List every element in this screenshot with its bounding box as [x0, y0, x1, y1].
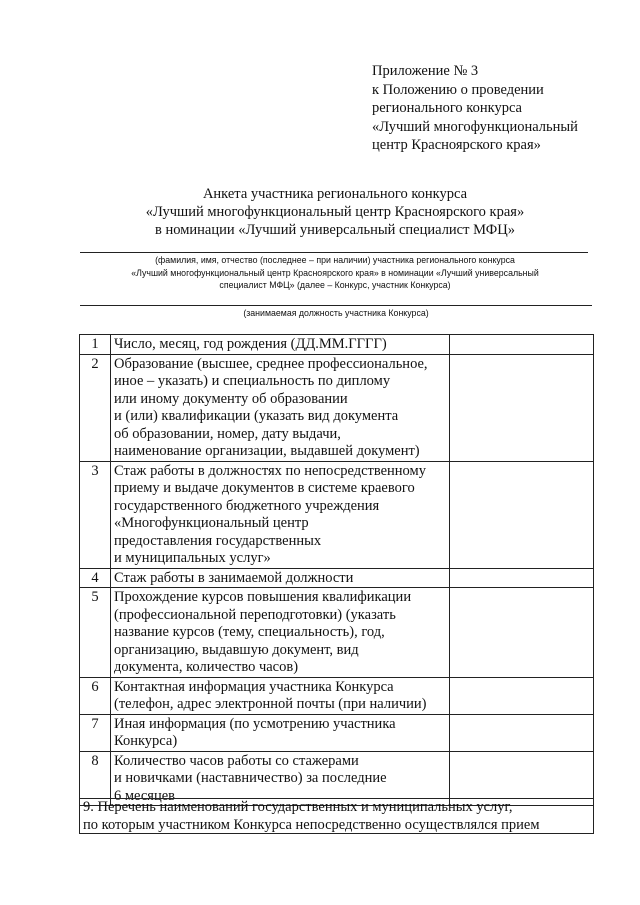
- row-question-line: Прохождение курсов повышения квалификации: [114, 589, 412, 605]
- row-question: [111, 588, 450, 678]
- row-question-line: Стаж работы в занимаемой должности: [114, 569, 354, 586]
- row-question-line: организацию, выдавшую документ, вид: [114, 641, 359, 658]
- row-question-line: Стаж работы в должностях по непосредственному: [114, 462, 426, 479]
- row-question-line: Иная информация (по усмотрению участника: [114, 715, 396, 732]
- table-row: [80, 354, 594, 461]
- annex-line: к Положению о проведении: [372, 81, 544, 98]
- table-row: [80, 588, 594, 678]
- row-answer-cell[interactable]: [450, 568, 594, 588]
- row-answer-cell[interactable]: [450, 354, 594, 461]
- row-question-line: (профессиональной переподготовки) (указать: [114, 606, 396, 623]
- row-number: 8: [80, 751, 111, 806]
- row-question-line: иное – указать) и специальность по диплому: [114, 373, 391, 389]
- row-question-line: и (или) квалификации (указать вид документа: [114, 408, 399, 424]
- row-question: [111, 461, 450, 568]
- row-number: 1: [80, 335, 111, 355]
- table-row: [80, 461, 594, 568]
- row-question-line: название курсов (тему, специальность), год,: [114, 624, 385, 640]
- row-number: 3: [80, 461, 111, 568]
- form-title-line: «Лучший многофункциональный центр Красноярского края»: [145, 204, 525, 220]
- row-question-line: предоставления государственных: [114, 532, 322, 549]
- table-row-9: [79, 798, 594, 834]
- row-question-line: и новичками (наставничество) за последние: [114, 770, 387, 786]
- fio-caption-line: «Лучший многофункциональный центр Красноярского края» в номинации «Лучший универсальный: [131, 267, 539, 278]
- row-question: [111, 335, 450, 355]
- form-title-line: Анкета участника регионального конкурса: [202, 186, 468, 202]
- row-question-line: «Многофункциональный центр: [114, 515, 309, 531]
- annex-line: Приложение № 3: [372, 63, 479, 79]
- row-question-line: и муниципальных услуг»: [114, 550, 271, 566]
- row-number: 7: [80, 714, 111, 751]
- row-question: [111, 677, 450, 714]
- annex-line: «Лучший многофункциональный: [372, 118, 578, 135]
- row-number: 6: [80, 677, 111, 714]
- row-number: 4: [80, 568, 111, 588]
- table-row: [80, 714, 594, 751]
- table-row: [80, 677, 594, 714]
- row9-line: по которым участником Конкурса непосредственно осуществлялся прием: [83, 816, 540, 833]
- fio-caption: [90, 254, 580, 292]
- fio-fill-line[interactable]: [80, 252, 588, 253]
- row-question-line: Контактная информация участника Конкурса: [114, 678, 394, 695]
- row-number: 2: [80, 354, 111, 461]
- row-question-line: государственного бюджетного учреждения: [114, 497, 380, 514]
- row-question-line: документа, количество часов): [114, 659, 299, 675]
- annex-line: центр Красноярского края»: [372, 137, 541, 153]
- form-title-line: в номинации «Лучший универсальный специалист МФЦ»: [155, 222, 515, 238]
- row-question: [111, 354, 450, 461]
- row-question-line: 6 месяцев: [114, 787, 175, 804]
- form-title: [80, 185, 590, 239]
- table-row: [80, 568, 594, 588]
- row-question-line: приему и выдаче документов в системе краевого: [114, 480, 415, 496]
- row-number: 5: [80, 588, 111, 678]
- row9-divider: [79, 833, 593, 834]
- row9-line: 9. Перечень наименований государственных и муниципальных услуг,: [83, 799, 513, 815]
- row-answer-cell[interactable]: [450, 714, 594, 751]
- position-fill-line[interactable]: [80, 305, 592, 306]
- fio-caption-line: (фамилия, имя, отчество (последнее – при наличии) участника регионального конкурса: [155, 255, 515, 265]
- row-question-line: Образование (высшее, среднее профессиональное,: [114, 355, 428, 372]
- row-question-line: об образовании, номер, дату выдачи,: [114, 425, 341, 442]
- annex-line: регионального конкурса: [372, 100, 522, 116]
- row-answer-cell[interactable]: [450, 588, 594, 678]
- position-caption: (занимаемая должность участника Конкурса): [243, 308, 429, 318]
- questionnaire-table: [79, 334, 591, 806]
- row-answer-cell[interactable]: [450, 461, 594, 568]
- annex-header: [372, 62, 578, 155]
- table-row: [80, 335, 594, 355]
- row-question: [111, 714, 450, 751]
- row-question-line: Число, месяц, год рождения (ДД.ММ.ГГГГ): [114, 336, 387, 352]
- row-question-line: Конкурса): [114, 733, 178, 749]
- row-answer-cell[interactable]: [450, 335, 594, 355]
- row-question-line: (телефон, адрес электронной почты (при наличии): [114, 696, 427, 712]
- fio-caption-line: специалист МФЦ» (далее – Конкурс, участник Конкурса): [219, 280, 451, 290]
- row-question: [111, 568, 450, 588]
- row-answer-cell[interactable]: [450, 677, 594, 714]
- row-question-line: Количество часов работы со стажерами: [114, 752, 359, 769]
- row-question-line: наименование организации, выдавшей документ): [114, 443, 420, 459]
- row-question-line: или иному документу об образовании: [114, 390, 348, 407]
